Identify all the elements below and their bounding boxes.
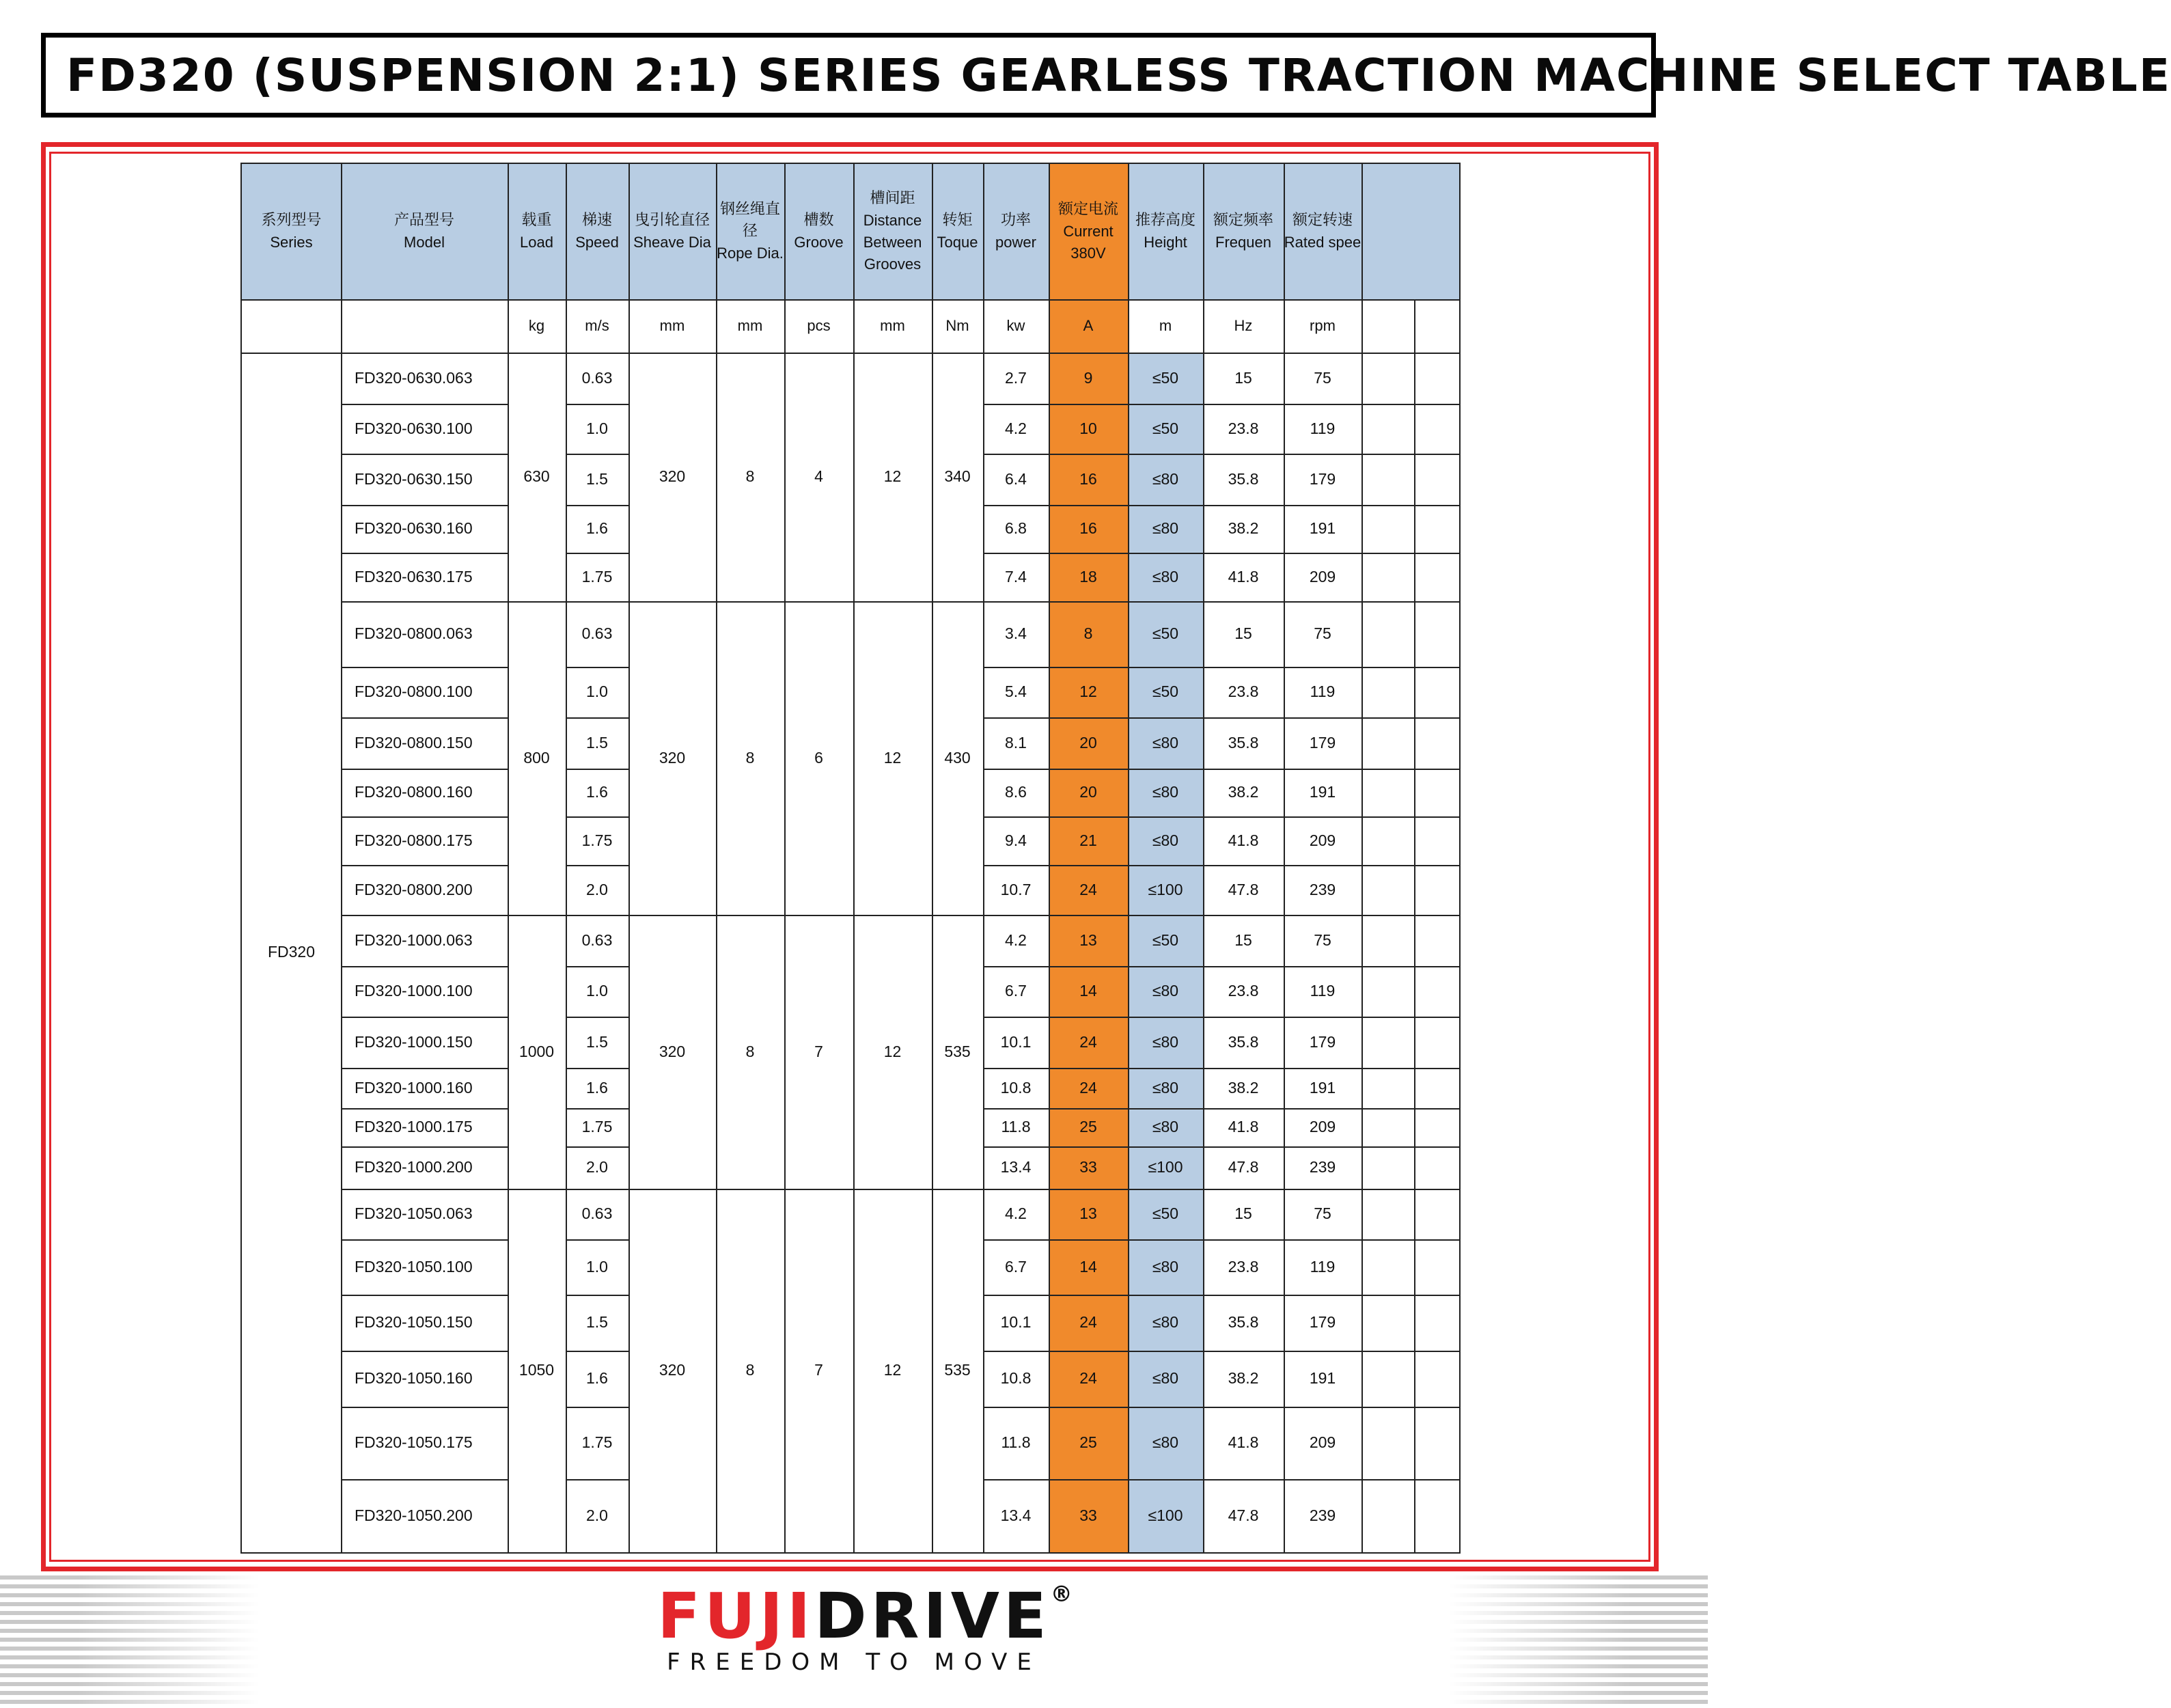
rpm-cell: 209 (1309, 1118, 1336, 1136)
speed-cell: 1.75 (581, 1118, 613, 1136)
power-cell: 2.7 (1005, 368, 1027, 387)
power-cell: 8.1 (1005, 733, 1027, 752)
frequency-cell: 15 (1234, 931, 1252, 949)
rpm-cell: 191 (1309, 783, 1336, 801)
header-height-cn: 推荐高度 (1135, 212, 1195, 230)
height-cell: ≤80 (1152, 567, 1179, 586)
sheave-cell: 320 (659, 1042, 686, 1060)
rpm-cell: 75 (1314, 931, 1331, 949)
frequency-cell: 47.8 (1228, 880, 1259, 898)
load-cell: 1000 (518, 1042, 555, 1060)
speed-cell: 1.0 (586, 1257, 608, 1276)
rpm-cell: 239 (1309, 880, 1336, 898)
power-cell: 10.1 (1000, 1032, 1032, 1051)
power-cell: 10.1 (1000, 1313, 1032, 1332)
height-cell: ≤50 (1152, 368, 1179, 387)
header-torque-en: Toque (937, 234, 978, 251)
model-cell: FD320-0630.150 (355, 469, 473, 488)
distance-cell: 12 (883, 467, 902, 486)
power-cell: 6.8 (1005, 519, 1027, 538)
torque-cell: 430 (944, 748, 971, 767)
height-cell: ≤80 (1152, 1257, 1179, 1276)
current-cell: 24 (1079, 1032, 1097, 1051)
header-rpm-cn: 额定转速 (1292, 212, 1353, 230)
series-cell: FD320 (267, 943, 316, 961)
speed-cell: 1.0 (586, 683, 608, 701)
rpm-cell: 119 (1310, 982, 1336, 1000)
column-divider (341, 164, 342, 1552)
header-frequency-en: Frequen (1215, 234, 1271, 251)
title-banner (41, 33, 2171, 118)
power-cell: 6.7 (1005, 1257, 1027, 1276)
height-cell: ≤80 (1152, 1433, 1179, 1452)
header-power (983, 164, 1049, 299)
column-divider (983, 164, 984, 1552)
speed-cell: 1.5 (586, 469, 608, 488)
speed-cell: 1.75 (581, 831, 613, 849)
current-cell: 24 (1079, 1369, 1097, 1388)
height-cell: ≤50 (1152, 419, 1179, 437)
frequency-cell: 41.8 (1228, 1118, 1259, 1136)
model-cell: FD320-1050.160 (355, 1369, 473, 1388)
current-cell: 20 (1079, 733, 1097, 752)
model-cell: FD320-0800.150 (355, 733, 473, 752)
speed-cell: 1.6 (586, 519, 608, 538)
model-cell: FD320-1050.100 (355, 1257, 473, 1276)
sheave-cell: 320 (659, 1361, 686, 1379)
rpm-cell: 119 (1310, 419, 1336, 437)
header-groove (784, 164, 853, 299)
frequency-cell: 23.8 (1228, 419, 1259, 437)
header-current-cn: 额定电流 (1057, 201, 1118, 219)
speed-cell: 1.75 (581, 567, 613, 586)
header-height (1128, 164, 1203, 299)
frequency-cell: 38.2 (1228, 519, 1259, 538)
current-cell: 16 (1079, 519, 1097, 538)
frequency-cell: 47.8 (1228, 1506, 1259, 1524)
power-cell: 6.7 (1005, 982, 1027, 1000)
header-speed-cn: 梯速 (581, 212, 612, 230)
column-divider (1284, 164, 1285, 1552)
current-cell: 33 (1079, 1158, 1097, 1176)
rpm-cell: 209 (1309, 567, 1336, 586)
column-divider (508, 164, 509, 1552)
frequency-cell: 35.8 (1228, 733, 1259, 752)
column-divider (853, 164, 855, 1552)
column-divider (716, 164, 717, 1552)
header-height-en: Height (1144, 234, 1187, 251)
column-divider (932, 164, 933, 1552)
model-cell: FD320-1000.063 (355, 931, 473, 949)
header-power-cn: 功率 (1000, 212, 1031, 230)
select-table (240, 163, 1461, 1554)
model-cell: FD320-0800.063 (355, 624, 473, 643)
header-current-en: Current 380V (1063, 223, 1114, 262)
rpm-cell: 75 (1314, 368, 1331, 387)
unit-groove: pcs (807, 316, 831, 334)
rope-cell: 8 (745, 1361, 755, 1379)
model-cell: FD320-0800.160 (355, 783, 473, 801)
model-cell: FD320-0800.175 (355, 831, 473, 849)
height-cell: ≤80 (1152, 1032, 1179, 1051)
header-rpm (1284, 164, 1361, 299)
header-rope-en: Rope Dia. (717, 244, 784, 262)
speed-cell: 0.63 (581, 624, 613, 643)
height-cell: ≤50 (1152, 1204, 1179, 1223)
column-divider (1203, 164, 1204, 1552)
header-divider (242, 299, 1459, 301)
unit-current: A (1083, 316, 1094, 334)
load-cell: 630 (523, 467, 550, 486)
current-cell: 21 (1079, 831, 1097, 849)
power-cell: 5.4 (1005, 683, 1027, 701)
current-cell: 24 (1079, 1078, 1097, 1097)
header-model (341, 164, 508, 299)
rope-cell: 8 (745, 467, 755, 486)
header-torque (932, 164, 983, 299)
power-cell: 6.4 (1005, 469, 1027, 488)
torque-cell: 535 (944, 1042, 971, 1060)
model-cell: FD320-1000.160 (355, 1078, 473, 1097)
header-model-cn: 产品型号 (393, 212, 454, 230)
rpm-cell: 209 (1309, 1433, 1336, 1452)
frequency-cell: 38.2 (1228, 1369, 1259, 1388)
header-rpm-en: Rated spee (1284, 234, 1361, 251)
rpm-cell: 239 (1309, 1158, 1336, 1176)
rpm-cell: 75 (1314, 1204, 1331, 1223)
rpm-cell: 119 (1310, 1257, 1336, 1276)
header-distance-cn: 槽间距 (870, 190, 915, 208)
column-divider (628, 164, 630, 1552)
model-cell: FD320-0800.100 (355, 683, 473, 701)
model-cell: FD320-0630.160 (355, 519, 473, 538)
height-cell: ≤50 (1152, 683, 1179, 701)
height-cell: ≤80 (1152, 469, 1179, 488)
column-divider (1361, 164, 1363, 1552)
power-cell: 13.4 (1000, 1506, 1032, 1524)
height-cell: ≤100 (1148, 1158, 1183, 1176)
rpm-cell: 239 (1309, 1506, 1336, 1524)
speed-cell: 0.63 (581, 1204, 613, 1223)
current-cell: 8 (1083, 624, 1093, 643)
rpm-cell: 191 (1309, 519, 1336, 538)
header-speed-en: Speed (575, 234, 619, 251)
header-frequency (1203, 164, 1284, 299)
header-series (242, 164, 341, 299)
column-divider (1128, 164, 1129, 1552)
model-cell: FD320-1050.175 (355, 1433, 473, 1452)
model-cell: FD320-1000.150 (355, 1032, 473, 1051)
model-cell: FD320-1000.200 (355, 1158, 473, 1176)
frequency-cell: 23.8 (1228, 683, 1259, 701)
height-cell: ≤100 (1148, 880, 1183, 898)
page-title: FD320 (SUSPENSION 2:1) SERIES GEARLESS TRACTION MACHINE SELECT TABLE (66, 49, 2171, 102)
header-torque-cn: 转矩 (942, 212, 973, 230)
column-divider (1414, 299, 1415, 1552)
height-cell: ≤80 (1152, 1313, 1179, 1332)
current-cell: 10 (1079, 419, 1097, 437)
header-current (1049, 164, 1128, 299)
torque-cell: 535 (944, 1361, 971, 1379)
rpm-cell: 179 (1309, 469, 1336, 488)
distance-cell: 12 (883, 1361, 902, 1379)
height-cell: ≤80 (1152, 1369, 1179, 1388)
power-cell: 4.2 (1005, 931, 1027, 949)
registered-mark: ® (1050, 1581, 1077, 1607)
current-cell: 33 (1079, 1506, 1097, 1524)
unit-rope: mm (737, 316, 763, 334)
header-sheave (628, 164, 716, 299)
logo-tagline: FREEDOM TO MOVE (667, 1649, 1041, 1676)
height-cell: ≤50 (1152, 624, 1179, 643)
current-cell: 24 (1079, 1313, 1097, 1332)
unit-rpm: rpm (1310, 316, 1336, 334)
frequency-cell: 15 (1234, 1204, 1252, 1223)
speed-cell: 1.5 (586, 1032, 608, 1051)
power-cell: 11.8 (1001, 1433, 1031, 1452)
rpm-cell: 209 (1309, 831, 1336, 849)
header-load-en: Load (520, 234, 553, 251)
sheave-cell: 320 (659, 467, 686, 486)
header-distance (853, 164, 932, 299)
groove-cell: 6 (814, 748, 823, 767)
speed-cell: 1.5 (586, 1313, 608, 1332)
unit-distance: mm (880, 316, 905, 334)
height-cell: ≤100 (1148, 1506, 1183, 1524)
speed-cell: 2.0 (586, 880, 608, 898)
frequency-cell: 38.2 (1228, 1078, 1259, 1097)
current-cell: 9 (1083, 368, 1093, 387)
rpm-cell: 191 (1309, 1078, 1336, 1097)
power-cell: 10.8 (1000, 1078, 1032, 1097)
speed-cell: 1.0 (586, 982, 608, 1000)
frequency-cell: 35.8 (1228, 1313, 1259, 1332)
unit-frequency: Hz (1234, 316, 1253, 334)
height-cell: ≤80 (1152, 733, 1179, 752)
groove-cell: 7 (814, 1361, 823, 1379)
logo-fuji: FUJI (657, 1580, 815, 1653)
header-rope-cn: 钢丝绳直径 (719, 201, 780, 240)
speed-cell: 2.0 (586, 1158, 608, 1176)
frequency-cell: 15 (1234, 368, 1252, 387)
unit-power: kw (1006, 316, 1025, 334)
column-divider (1049, 164, 1050, 1552)
distance-cell: 12 (883, 1042, 902, 1060)
height-cell: ≤80 (1152, 1078, 1179, 1097)
current-cell: 13 (1079, 931, 1097, 949)
header-frequency-cn: 额定频率 (1213, 212, 1273, 230)
logo-drive: DRIVE (814, 1580, 1051, 1653)
power-cell: 11.8 (1001, 1118, 1031, 1136)
header-distance-en: Distance Between Grooves (863, 212, 922, 273)
frequency-cell: 38.2 (1228, 783, 1259, 801)
header-series-en: Series (270, 234, 313, 251)
power-cell: 9.4 (1005, 831, 1027, 849)
rpm-cell: 75 (1314, 624, 1331, 643)
current-cell: 14 (1079, 982, 1097, 1000)
current-cell: 13 (1079, 1204, 1097, 1223)
current-cell: 20 (1079, 783, 1097, 801)
current-cell: 25 (1079, 1118, 1097, 1136)
frequency-cell: 35.8 (1228, 469, 1259, 488)
model-cell: FD320-1000.100 (355, 982, 473, 1000)
rpm-cell: 119 (1310, 683, 1336, 701)
frequency-cell: 23.8 (1228, 982, 1259, 1000)
model-cell: FD320-1050.200 (355, 1506, 473, 1524)
power-cell: 10.8 (1000, 1369, 1032, 1388)
current-cell: 12 (1079, 683, 1097, 701)
frequency-cell: 15 (1234, 624, 1252, 643)
brand-logo (0, 1580, 1708, 1676)
header-speed (566, 164, 628, 299)
current-cell: 18 (1079, 567, 1097, 586)
header-groove-en: Groove (794, 234, 844, 251)
speed-cell: 0.63 (581, 931, 613, 949)
power-cell: 10.7 (1000, 880, 1032, 898)
header-series-cn: 系列型号 (261, 212, 322, 230)
column-divider (566, 164, 567, 1552)
power-cell: 3.4 (1005, 624, 1027, 643)
model-cell: FD320-1050.063 (355, 1204, 473, 1223)
header-sheave-cn: 曳引轮直径 (634, 212, 710, 230)
header-load (508, 164, 566, 299)
header-model-en: Model (404, 234, 445, 251)
unit-speed: m/s (585, 316, 609, 334)
speed-cell: 1.75 (581, 1433, 613, 1452)
rope-cell: 8 (745, 1042, 755, 1060)
column-divider (784, 164, 786, 1552)
height-cell: ≤80 (1152, 831, 1179, 849)
rpm-cell: 179 (1309, 1313, 1336, 1332)
header-rope (716, 164, 784, 299)
frequency-cell: 23.8 (1228, 1257, 1259, 1276)
model-cell: FD320-1050.150 (355, 1313, 473, 1332)
load-cell: 800 (523, 748, 550, 767)
frequency-cell: 47.8 (1228, 1158, 1259, 1176)
header-power-en: power (995, 234, 1036, 251)
power-cell: 7.4 (1005, 567, 1027, 586)
rpm-cell: 191 (1309, 1369, 1336, 1388)
model-cell: FD320-0630.100 (355, 419, 473, 437)
current-cell: 14 (1079, 1257, 1097, 1276)
height-cell: ≤80 (1152, 519, 1179, 538)
height-cell: ≤80 (1152, 982, 1179, 1000)
power-cell: 4.2 (1005, 419, 1027, 437)
header-sheave-en: Sheave Dia (633, 234, 711, 251)
rpm-cell: 179 (1309, 1032, 1336, 1051)
torque-cell: 340 (944, 467, 971, 486)
logo-wordmark (657, 1580, 1077, 1653)
unit-height: m (1159, 316, 1172, 334)
current-cell: 16 (1079, 469, 1097, 488)
power-cell: 8.6 (1005, 783, 1027, 801)
sheave-cell: 320 (659, 748, 686, 767)
model-cell: FD320-0630.063 (355, 368, 473, 387)
frequency-cell: 41.8 (1228, 831, 1259, 849)
speed-cell: 1.6 (586, 783, 608, 801)
unit-torque: Nm (945, 316, 969, 334)
groove-cell: 7 (814, 1042, 823, 1060)
current-cell: 25 (1079, 1433, 1097, 1452)
unit-load: kg (528, 316, 545, 334)
height-cell: ≤80 (1152, 783, 1179, 801)
height-cell: ≤50 (1152, 931, 1179, 949)
speed-cell: 1.6 (586, 1369, 608, 1388)
frequency-cell: 41.8 (1228, 567, 1259, 586)
header-groove-cn: 槽数 (803, 212, 834, 230)
frequency-cell: 35.8 (1228, 1032, 1259, 1051)
speed-cell: 1.5 (586, 733, 608, 752)
speed-cell: 1.0 (586, 419, 608, 437)
height-cell: ≤80 (1152, 1118, 1179, 1136)
power-cell: 4.2 (1005, 1204, 1027, 1223)
speed-cell: 0.63 (581, 368, 613, 387)
load-cell: 1050 (518, 1361, 555, 1379)
header-load-cn: 载重 (521, 212, 552, 230)
model-cell: FD320-0630.175 (355, 567, 473, 586)
speed-cell: 2.0 (586, 1506, 608, 1524)
power-cell: 13.4 (1000, 1158, 1032, 1176)
rpm-cell: 179 (1309, 733, 1336, 752)
model-cell: FD320-0800.200 (355, 880, 473, 898)
groove-cell: 4 (814, 467, 823, 486)
unit-sheave: mm (659, 316, 685, 334)
current-cell: 24 (1079, 880, 1097, 898)
rope-cell: 8 (745, 748, 755, 767)
frequency-cell: 41.8 (1228, 1433, 1259, 1452)
speed-cell: 1.6 (586, 1078, 608, 1097)
distance-cell: 12 (883, 748, 902, 767)
model-cell: FD320-1000.175 (355, 1118, 473, 1136)
